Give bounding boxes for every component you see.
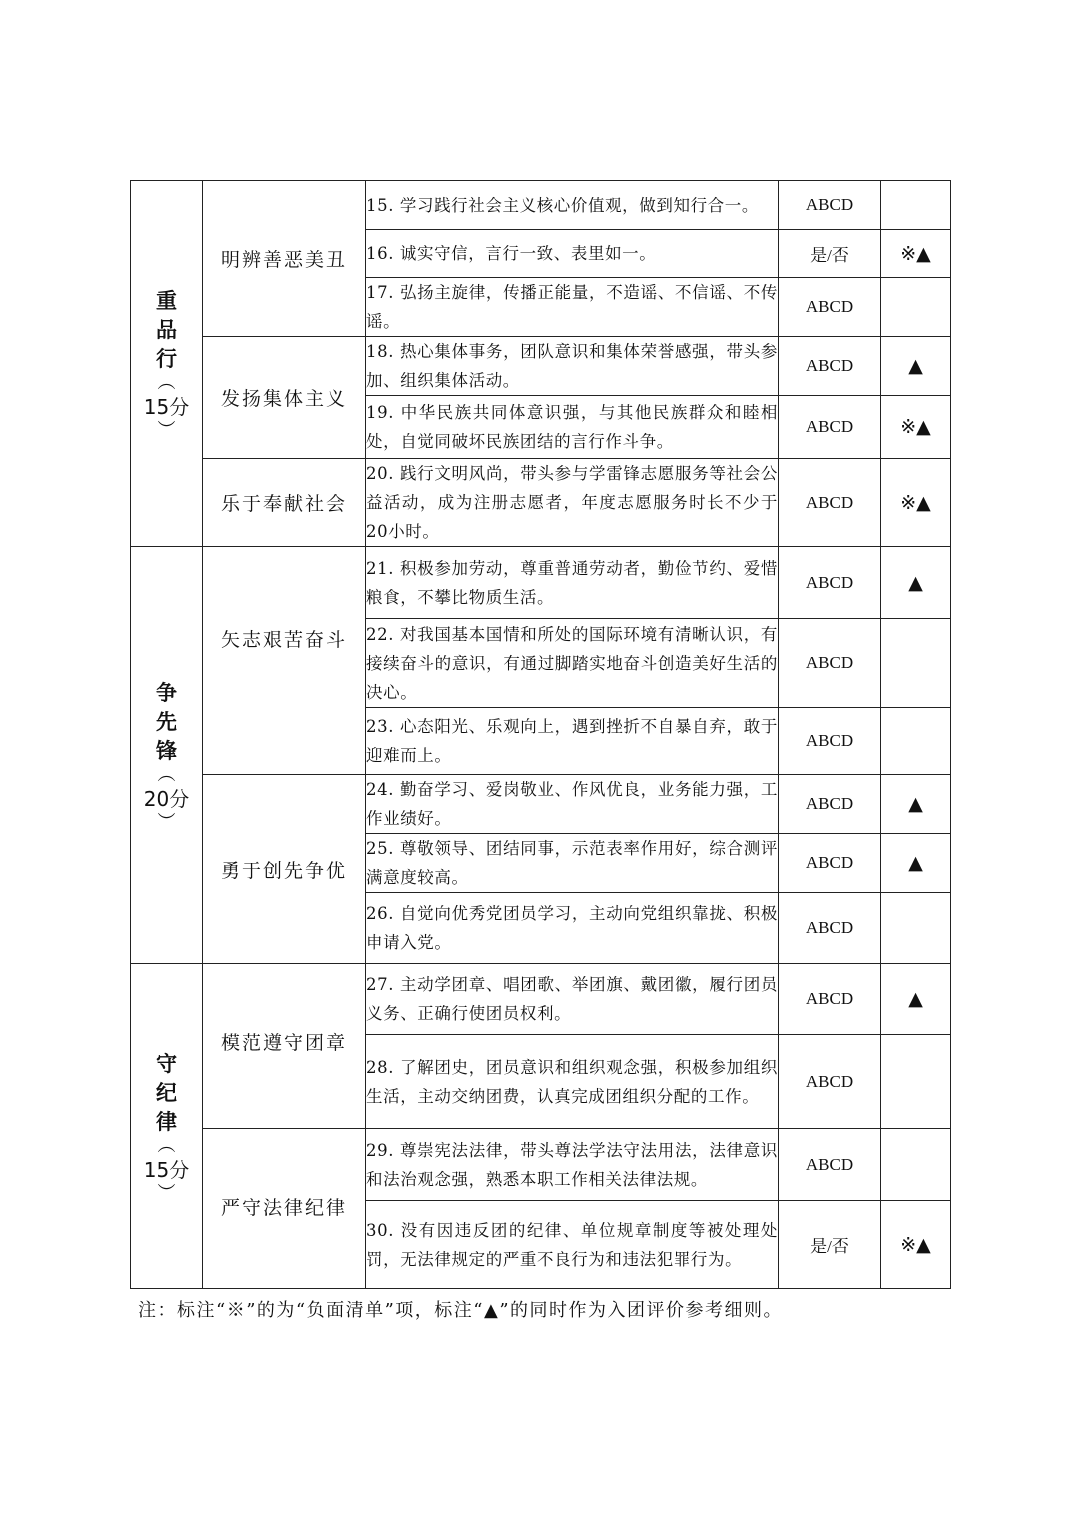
grade-cell: ABCD: [779, 834, 881, 893]
category-char: 重: [156, 289, 177, 313]
mark-cell: [881, 278, 951, 337]
subcategory-cell: 严守法律纪律: [203, 1129, 366, 1289]
category-cell: [131, 964, 203, 1289]
mark-cell: ※▲: [881, 396, 951, 459]
mark-cell: ※▲: [881, 1201, 951, 1289]
category-char: 品: [156, 318, 177, 342]
mark-cell: [881, 1129, 951, 1201]
category-char: 先: [156, 709, 177, 734]
mark-cell: [881, 619, 951, 708]
item-text: 25. 尊敬领导、团结同事，示范表率作用好，综合测评满意度较高。: [366, 834, 779, 893]
category-cell: [131, 547, 203, 964]
table-row: [131, 337, 951, 396]
grade-cell: ABCD: [779, 459, 881, 547]
grade-cell: 是/否: [779, 230, 881, 278]
grade-cell: ABCD: [779, 775, 881, 834]
subcategory-cell: 乐于奉献社会: [203, 459, 366, 547]
evaluation-table: [130, 180, 951, 1289]
table-row: [131, 547, 951, 619]
item-text: 29. 尊崇宪法法律，带头尊法学法守法用法，法律意识和法治观念强，熟悉本职工作相关法律法规。: [366, 1129, 779, 1201]
paren-close: ︶: [157, 811, 176, 833]
table-row: [131, 1129, 951, 1201]
mark-cell: ※▲: [881, 459, 951, 547]
paren-open: ︵: [157, 372, 176, 393]
subcategory-cell: 明辨善恶美丑: [203, 181, 366, 337]
category-char: 纪: [156, 1080, 177, 1105]
mark-cell: ▲: [881, 547, 951, 619]
grade-cell: ABCD: [779, 396, 881, 459]
grade-cell: ABCD: [779, 893, 881, 964]
category-cell: [131, 181, 203, 547]
table-row: [131, 459, 951, 547]
subcategory-cell: 矢志艰苦奋斗: [203, 547, 366, 775]
item-text: 15. 学习践行社会主义核心价值观，做到知行合一。: [366, 181, 779, 230]
category-char: 争: [156, 680, 177, 705]
item-text: 22. 对我国基本国情和所处的国际环境有清晰认识，有接续奋斗的意识，有通过脚踏实地奋斗创造美好生活的决心。: [366, 619, 779, 708]
footnote: 注：标注“※”的为“负面清单”项，标注“▲”的同时作为入团评价参考细则。: [138, 1300, 784, 1321]
mark-cell: [881, 708, 951, 775]
grade-cell: ABCD: [779, 964, 881, 1035]
mark-cell: ▲: [881, 834, 951, 893]
item-text: 18. 热心集体事务，团队意识和集体荣誉感强，带头参加、组织集体活动。: [366, 337, 779, 396]
grade-cell: ABCD: [779, 708, 881, 775]
item-text: 21. 积极参加劳动，尊重普通劳动者，勤俭节约、爱惜粮食，不攀比物质生活。: [366, 547, 779, 619]
category-char: 守: [156, 1051, 177, 1076]
mark-cell: ▲: [881, 775, 951, 834]
item-text: 30. 没有因违反团的纪律、单位规章制度等被处理处罚，无法律规定的严重不良行为和违法犯罪行为。: [366, 1201, 779, 1289]
grade-cell: ABCD: [779, 547, 881, 619]
paren-close: ︶: [157, 1182, 176, 1204]
item-text: 16. 诚实守信，言行一致、表里如一。: [366, 230, 779, 278]
subcategory-cell: 勇于创先争优: [203, 775, 366, 964]
item-text: 27. 主动学团章、唱团歌、举团旗、戴团徽，履行团员义务、正确行使团员权利。: [366, 964, 779, 1035]
mark-cell: [881, 893, 951, 964]
mark-cell: [881, 181, 951, 230]
grade-cell: ABCD: [779, 1035, 881, 1129]
mark-cell: [881, 1035, 951, 1129]
item-text: 23. 心态阳光、乐观向上，遇到挫折不自暴自弃，敢于迎难而上。: [366, 708, 779, 775]
mark-cell: ▲: [881, 337, 951, 396]
grade-cell: 是/否: [779, 1201, 881, 1289]
item-text: 24. 勤奋学习、爱岗敬业、作风优良，业务能力强，工作业绩好。: [366, 775, 779, 834]
category-char: 锋: [156, 738, 177, 763]
table-row: [131, 964, 951, 1035]
item-text: 26. 自觉向优秀党团员学习，主动向党组织靠拢、积极申请入党。: [366, 893, 779, 964]
grade-cell: ABCD: [779, 181, 881, 230]
grade-cell: ABCD: [779, 337, 881, 396]
mark-cell: ※▲: [881, 230, 951, 278]
category-char: 行: [156, 347, 177, 371]
subcategory-cell: 模范遵守团章: [203, 964, 366, 1129]
subcategory-cell: 发扬集体主义: [203, 337, 366, 459]
item-text: 19. 中华民族共同体意识强，与其他民族群众和睦相处，自觉同破坏民族团结的言行作斗争。: [366, 396, 779, 459]
item-text: 17. 弘扬主旋律，传播正能量，不造谣、不信谣、不传谣。: [366, 278, 779, 337]
paren-close: ︶: [157, 420, 176, 441]
table-row: [131, 775, 951, 834]
table-row: [131, 181, 951, 230]
category-char: 律: [156, 1109, 177, 1134]
paren-open: ︵: [157, 763, 176, 785]
mark-cell: ▲: [881, 964, 951, 1035]
grade-cell: ABCD: [779, 619, 881, 708]
grade-cell: ABCD: [779, 278, 881, 337]
category-score: 15分: [143, 395, 190, 419]
category-score: 15分: [143, 1157, 190, 1182]
category-score: 20分: [143, 786, 190, 811]
item-text: 28. 了解团史，团员意识和组织观念强，积极参加组织生活，主动交纳团费，认真完成团组织分配的工作。: [366, 1035, 779, 1129]
grade-cell: ABCD: [779, 1129, 881, 1201]
paren-open: ︵: [157, 1134, 176, 1156]
item-text: 20. 践行文明风尚，带头参与学雷锋志愿服务等社会公益活动，成为注册志愿者，年度志愿服务时长不少于20小时。: [366, 459, 779, 547]
